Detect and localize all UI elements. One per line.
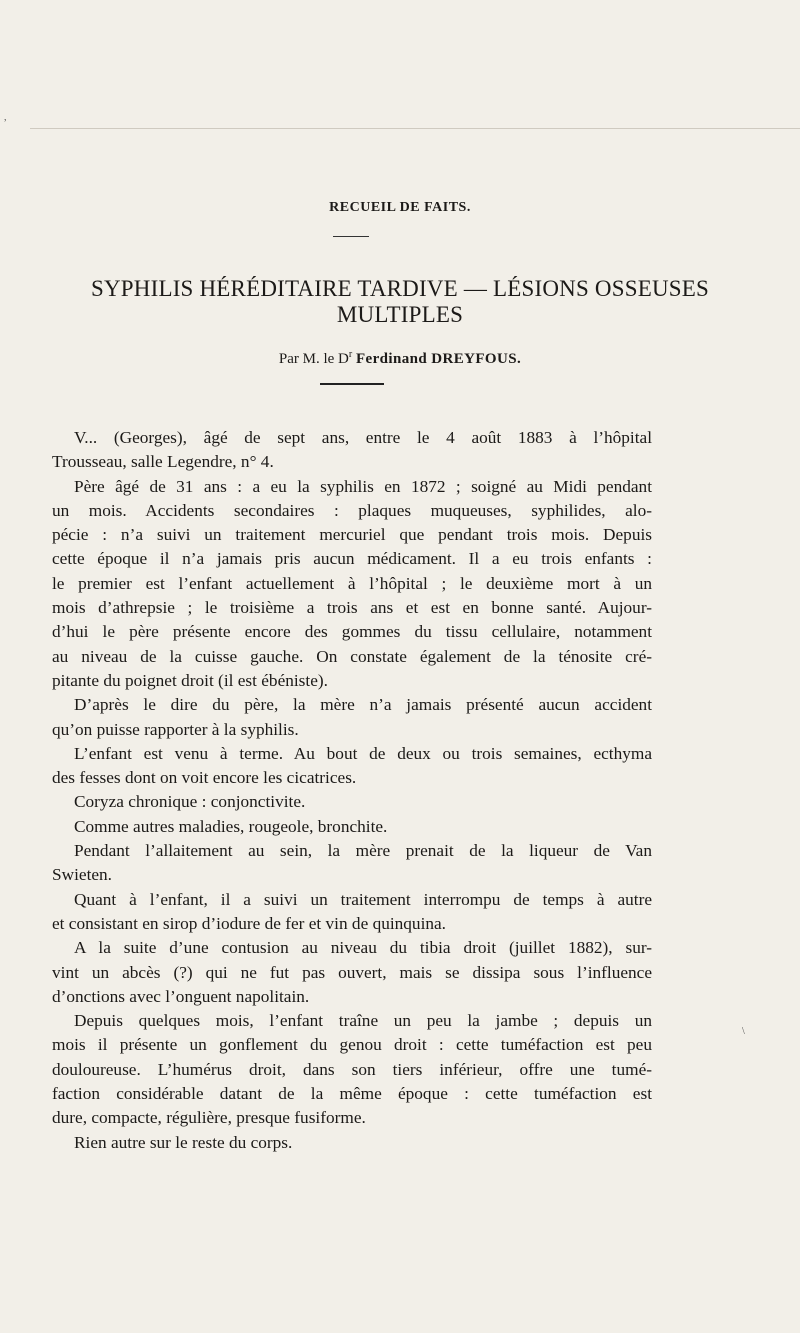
body-line: vint un abcès (?) qui ne fut pas ouvert, mais se dissipa sous l’influence xyxy=(52,962,652,982)
title-divider xyxy=(320,383,384,385)
body-line: cette époque il n’a jamais pris aucun médicament. Il a eu trois enfants : xyxy=(52,549,652,569)
body-line: un mois. Accidents secondaires : plaques muqueuses, syphilides, alo- xyxy=(52,500,652,520)
margin-mark: \ xyxy=(742,1026,745,1037)
margin-mark: , xyxy=(4,112,7,123)
body-line: L’enfant est venu à terme. Au bout de deux ou trois semaines, ecthyma xyxy=(74,743,652,763)
body-line: faction considérable datant de la même époque : cette tuméfaction est xyxy=(52,1084,652,1104)
body-line: Rien autre sur le reste du corps. xyxy=(74,1132,293,1152)
body-line: Trousseau, salle Legendre, n° 4. xyxy=(52,452,274,472)
byline xyxy=(0,346,800,368)
article-title xyxy=(0,276,800,328)
body-line: V... (Georges), âgé de sept ans, entre le 4 août 1883 à l’hôpital xyxy=(74,428,652,447)
body-line: Swieten. xyxy=(52,865,112,885)
body-line: D’après le dire du père, la mère n’a jamais présenté aucun accident xyxy=(74,695,652,715)
body-line: Comme autres maladies, rougeole, bronchite. xyxy=(74,816,388,836)
title-line-2: MULTIPLES xyxy=(336,302,464,327)
body-line: A la suite d’une contusion au niveau du tibia droit (juillet 1882), sur- xyxy=(74,938,652,958)
body-line: et consistant en sirop d’iodure de fer et vin de quinquina. xyxy=(52,913,447,933)
body-line: mois il présente un gonflement du genou droit : cette tuméfaction est peu xyxy=(52,1035,652,1055)
author-name: Ferdinand DREYFOUS. xyxy=(355,351,522,367)
byline-prefix: Par M. le D xyxy=(278,351,349,367)
body-line: pitante du poignet droit (il est ébéniste). xyxy=(52,670,328,690)
title-line-1: SYPHILIS HÉRÉDITAIRE TARDIVE — LÉSIONS OSSEUSES xyxy=(90,276,709,301)
byline-superscript: r xyxy=(348,349,353,360)
body-line: d’hui le père présente encore des gommes du tissu cellulaire, notamment xyxy=(52,622,652,642)
body-line: Depuis quelques mois, l’enfant traîne un peu la jambe ; depuis un xyxy=(74,1011,652,1031)
body-line: qu’on puisse rapporter à la syphilis. xyxy=(52,719,299,739)
body-line: Quant à l’enfant, il a suivi un traitement interrompu de temps à autre xyxy=(74,889,652,909)
body-line: le premier est l’enfant actuellement à l’hôpital ; le deuxième mort à un xyxy=(52,573,652,593)
body-line: Coryza chronique : conjonctivite. xyxy=(74,792,306,812)
body-line: dure, compacte, régulière, presque fusiforme. xyxy=(52,1108,366,1128)
article-body xyxy=(52,426,652,1155)
header-rule xyxy=(30,128,800,129)
body-line: pécie : n’a suivi un traitement mercuriel que pendant trois mois. Depuis xyxy=(52,525,652,545)
body-line: d’onctions avec l’onguent napolitain. xyxy=(52,986,310,1006)
body-line: au niveau de la cuisse gauche. On constate également de la ténosite cré- xyxy=(52,646,652,666)
section-heading: RECUEIL DE FAITS. xyxy=(329,200,471,215)
body-line: Pendant l’allaitement au sein, la mère prenait de la liqueur de Van xyxy=(74,841,652,861)
body-line: Père âgé de 31 ans : a eu la syphilis en 1872 ; soigné au Midi pendant xyxy=(74,476,652,496)
section-divider xyxy=(333,236,369,237)
body-line: douloureuse. L’humérus droit, dans son tiers inférieur, offre une tumé- xyxy=(52,1059,652,1079)
body-line: mois d’athrepsie ; le troisième a trois ans et est en bonne santé. Aujour- xyxy=(52,598,652,618)
body-line: des fesses dont on voit encore les cicatrices. xyxy=(52,768,357,788)
